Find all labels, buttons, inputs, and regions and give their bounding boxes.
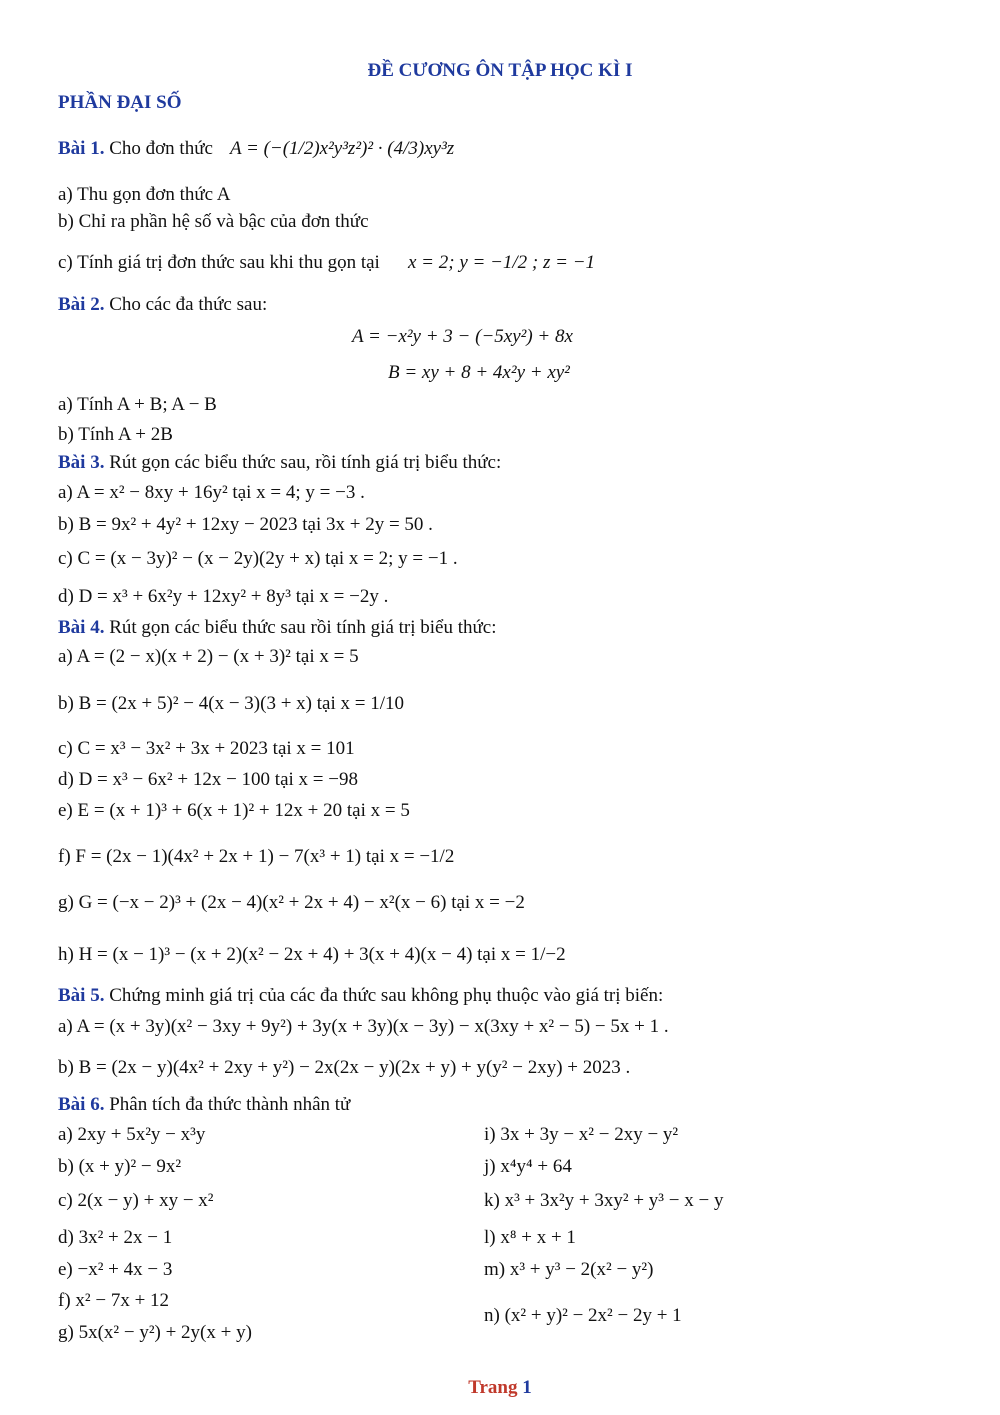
- bai4-item-d: d) D = x³ − 6x² + 12x − 100 tại x = −98: [58, 769, 358, 790]
- bai6-text: Phân tích đa thức thành nhân tử: [109, 1094, 351, 1115]
- bai1-formula: A = (−(1/2)x²y³z²)² · (4/3)xy³z: [230, 138, 455, 159]
- bai1-c: c) Tính giá trị đơn thức sau khi thu gọn tại: [58, 252, 380, 273]
- bai1-text: Cho đơn thức: [109, 138, 213, 159]
- bai6-right-i: i) 3x + 3y − x² − 2xy − y²: [484, 1124, 679, 1145]
- bai5-text: Chứng minh giá trị của các đa thức sau không phụ thuộc vào giá trị biến:: [109, 985, 664, 1006]
- bai1-intro: [58, 138, 213, 160]
- bai4-item-h: h) H = (x − 1)³ − (x + 2)(x² − 2x + 4) + 3(x + 4)(x − 4) tại x = 1/−2: [58, 944, 566, 965]
- bai6-right-n: n) (x² + y)² − 2x² − 2y + 1: [484, 1305, 682, 1326]
- bai4-item-g: g) G = (−x − 2)³ + (2x − 4)(x² + 2x + 4) − x²(x − 6) tại x = −2: [58, 892, 525, 913]
- bai6-left-a: a) 2xy + 5x²y − x³y: [58, 1124, 206, 1145]
- bai2-label: Bài 2.: [58, 294, 105, 315]
- bai2-intro: [58, 294, 267, 316]
- bai6-left-c: c) 2(x − y) + xy − x²: [58, 1190, 214, 1211]
- document-title: ĐỀ CƯƠNG ÔN TẬP HỌC KÌ I: [367, 60, 633, 81]
- bai3-item-c: c) C = (x − 3y)² − (x − 2y)(2y + x) tại x = 2; y = −1 .: [58, 548, 458, 569]
- bai1-c-formula: x = 2; y = −1/2 ; z = −1: [408, 252, 596, 273]
- bai6-right-m: m) x³ + y³ − 2(x² − y²): [484, 1259, 654, 1280]
- bai5-label: Bài 5.: [58, 985, 105, 1006]
- bai6-left-d: d) 3x² + 2x − 1: [58, 1227, 173, 1248]
- footer-word: Trang: [468, 1377, 518, 1398]
- bai3-text: Rút gọn các biểu thức sau, rồi tính giá trị biểu thức:: [109, 452, 502, 473]
- bai6-label: Bài 6.: [58, 1094, 105, 1115]
- bai1-b: b) Chỉ ra phần hệ số và bậc của đơn thức: [58, 211, 369, 232]
- bai1-label: Bài 1.: [58, 138, 105, 159]
- bai6-right-j: j) x⁴y⁴ + 64: [484, 1156, 572, 1177]
- bai4-intro: [58, 617, 497, 639]
- bai2-poly-a: A = −x²y + 3 − (−5xy²) + 8x: [352, 326, 573, 347]
- bai3-label: Bài 3.: [58, 452, 105, 473]
- bai6-left-b: b) (x + y)² − 9x²: [58, 1156, 182, 1177]
- bai4-item-f: f) F = (2x − 1)(4x² + 2x + 1) − 7(x³ + 1) tại x = −1/2: [58, 846, 455, 867]
- bai6-right-k: k) x³ + 3x²y + 3xy² + y³ − x − y: [484, 1190, 724, 1211]
- bai4-item-a: a) A = (2 − x)(x + 2) − (x + 3)² tại x = 5: [58, 646, 359, 667]
- bai6-left-e: e) −x² + 4x − 3: [58, 1259, 173, 1280]
- bai6-right-l: l) x⁸ + x + 1: [484, 1227, 576, 1248]
- bai3-item-b: b) B = 9x² + 4y² + 12xy − 2023 tại 3x + 2y = 50 .: [58, 514, 433, 535]
- bai4-item-e: e) E = (x + 1)³ + 6(x + 1)² + 12x + 20 tại x = 5: [58, 800, 410, 821]
- bai3-item-a: a) A = x² − 8xy + 16y² tại x = 4; y = −3 .: [58, 482, 365, 503]
- bai5-item-b: b) B = (2x − y)(4x² + 2xy + y²) − 2x(2x − y)(2x + y) + y(y² − 2xy) + 2023 .: [58, 1057, 631, 1078]
- bai4-label: Bài 4.: [58, 617, 105, 638]
- bai3-intro: [58, 452, 501, 474]
- bai4-item-c: c) C = x³ − 3x² + 3x + 2023 tại x = 101: [58, 738, 355, 759]
- bai6-left-g: g) 5x(x² − y²) + 2y(x + y): [58, 1322, 252, 1343]
- section-heading: PHẦN ĐẠI SỐ: [58, 92, 182, 113]
- bai5-item-a: a) A = (x + 3y)(x² − 3xy + 9y²) + 3y(x + 3y)(x − 3y) − x(3xy + x² − 5) − 5x + 1 .: [58, 1016, 669, 1037]
- bai4-text: Rút gọn các biểu thức sau rồi tính giá trị biểu thức:: [109, 617, 497, 638]
- page-footer: [0, 1377, 1000, 1399]
- bai5-intro: [58, 985, 663, 1007]
- bai2-poly-b: B = xy + 8 + 4x²y + xy²: [388, 362, 570, 383]
- bai2-a: a) Tính A + B; A − B: [58, 394, 217, 415]
- footer-page-number: 1: [522, 1377, 532, 1398]
- bai2-text: Cho các đa thức sau:: [109, 294, 268, 315]
- bai4-item-b: b) B = (2x + 5)² − 4(x − 3)(3 + x) tại x = 1/10: [58, 693, 404, 714]
- bai6-intro: [58, 1094, 350, 1116]
- bai3-item-d: d) D = x³ + 6x²y + 12xy² + 8y³ tại x = −2y .: [58, 586, 389, 607]
- bai1-a: a) Thu gọn đơn thức A: [58, 184, 231, 205]
- bai2-b: b) Tính A + 2B: [58, 424, 173, 445]
- bai6-left-f: f) x² − 7x + 12: [58, 1290, 170, 1311]
